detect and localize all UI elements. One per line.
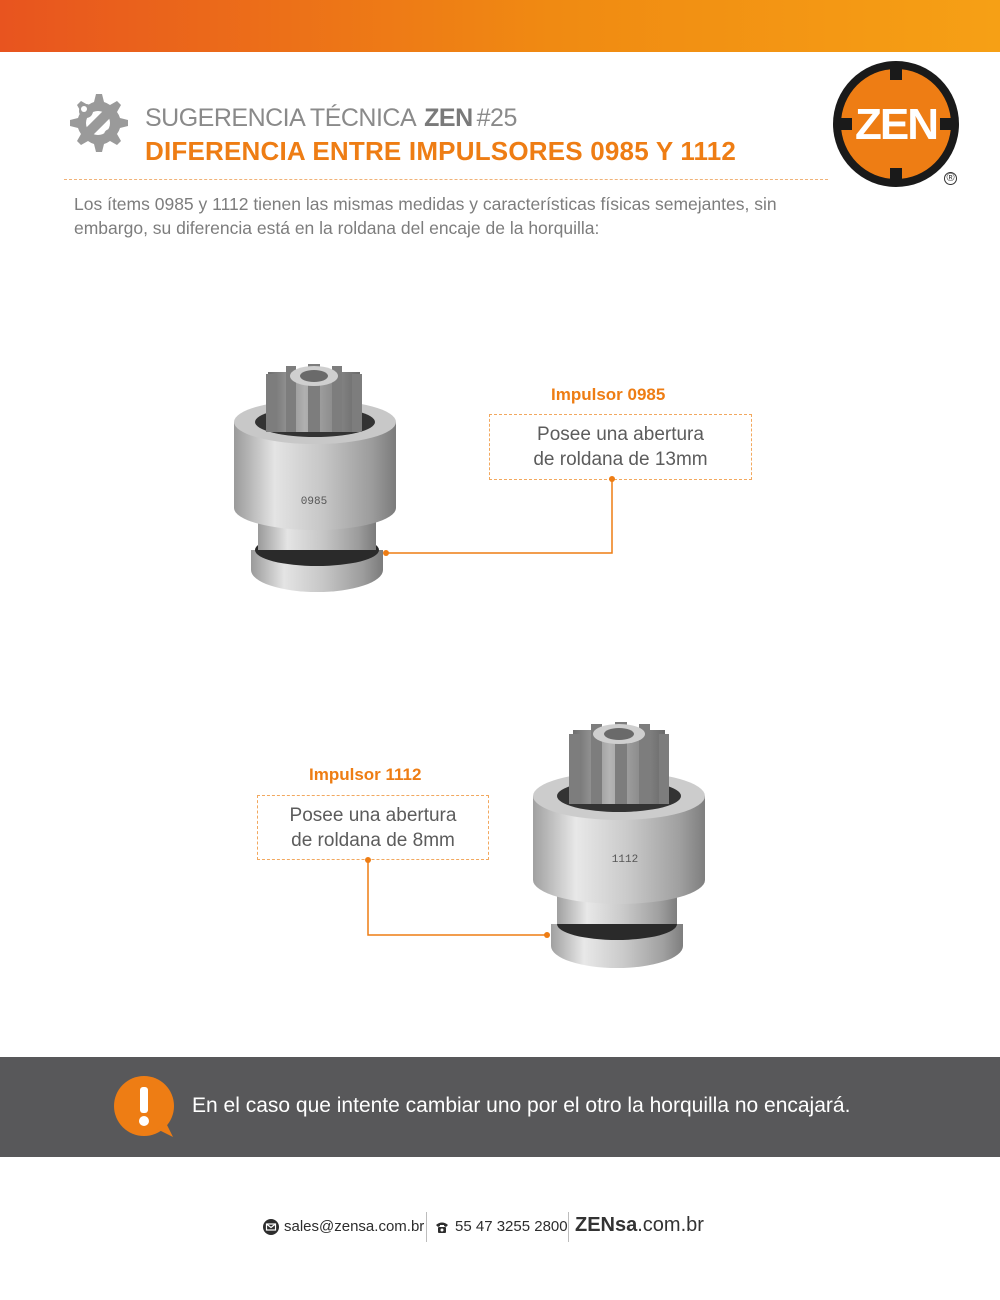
footer-separator-1 bbox=[426, 1212, 427, 1242]
header-brand: ZEN bbox=[424, 104, 473, 132]
impulsor-0985-line2: de roldana de 13mm bbox=[533, 449, 708, 470]
footer-site-brand: ZENsa bbox=[575, 1214, 638, 1236]
footer-phone[interactable] bbox=[434, 1218, 568, 1235]
email-icon bbox=[263, 1219, 279, 1235]
header-number: #25 bbox=[476, 104, 517, 132]
header-prefix: SUGERENCIA TÉCNICA bbox=[145, 104, 417, 132]
zen-logo bbox=[832, 60, 960, 188]
connector-1112 bbox=[368, 860, 547, 935]
phone-icon bbox=[434, 1219, 450, 1235]
footer-phone-text: 55 47 3255 2800 bbox=[455, 1218, 568, 1235]
footer-email[interactable] bbox=[263, 1218, 424, 1235]
impulsor-1112-callout bbox=[257, 795, 489, 860]
impulsor-1112-title: Impulsor 1112 bbox=[309, 765, 422, 784]
part-marking-0985: 0985 bbox=[300, 496, 328, 508]
header-subtitle bbox=[145, 104, 517, 133]
page-title: DIFERENCIA ENTRE IMPULSORES 0985 Y 1112 bbox=[145, 136, 737, 166]
footer-separator-2 bbox=[568, 1212, 569, 1242]
footer-website[interactable] bbox=[575, 1214, 704, 1237]
impulsor-1112-line1: Posee una abertura bbox=[289, 804, 457, 826]
impulsor-0985-callout bbox=[489, 414, 752, 480]
impulsor-0985-line1: Posee una abertura bbox=[537, 424, 704, 445]
gear-wrench-icon bbox=[62, 86, 132, 156]
registered-mark: ® bbox=[944, 172, 957, 185]
intro-paragraph: Los ítems 0985 y 1112 tienen las mismas medidas y características físicas semejantes, sin embargo, su diferencia está en la roldana del encaje de la horquilla: bbox=[74, 194, 777, 238]
impulsor-0985-image bbox=[228, 352, 406, 602]
header-divider bbox=[64, 179, 828, 180]
warning-text: En el caso que intente cambiar uno por el otro la horquilla no encajará. bbox=[192, 1094, 851, 1117]
impulsor-0985-title: Impulsor 0985 bbox=[551, 385, 666, 404]
impulsor-1112-line2: de roldana de 8mm bbox=[291, 829, 455, 851]
logo-text: ZEN bbox=[855, 100, 937, 149]
top-gradient-bar bbox=[0, 0, 1000, 52]
footer-email-text: sales@zensa.com.br bbox=[284, 1218, 425, 1235]
connector-0985 bbox=[386, 479, 612, 553]
footer bbox=[0, 1208, 1000, 1248]
impulsor-1112-image bbox=[525, 710, 713, 972]
footer-site-suffix: .com.br bbox=[637, 1214, 704, 1236]
exclamation-icon bbox=[113, 1075, 177, 1139]
part-marking-1112: 1112 bbox=[611, 854, 639, 866]
